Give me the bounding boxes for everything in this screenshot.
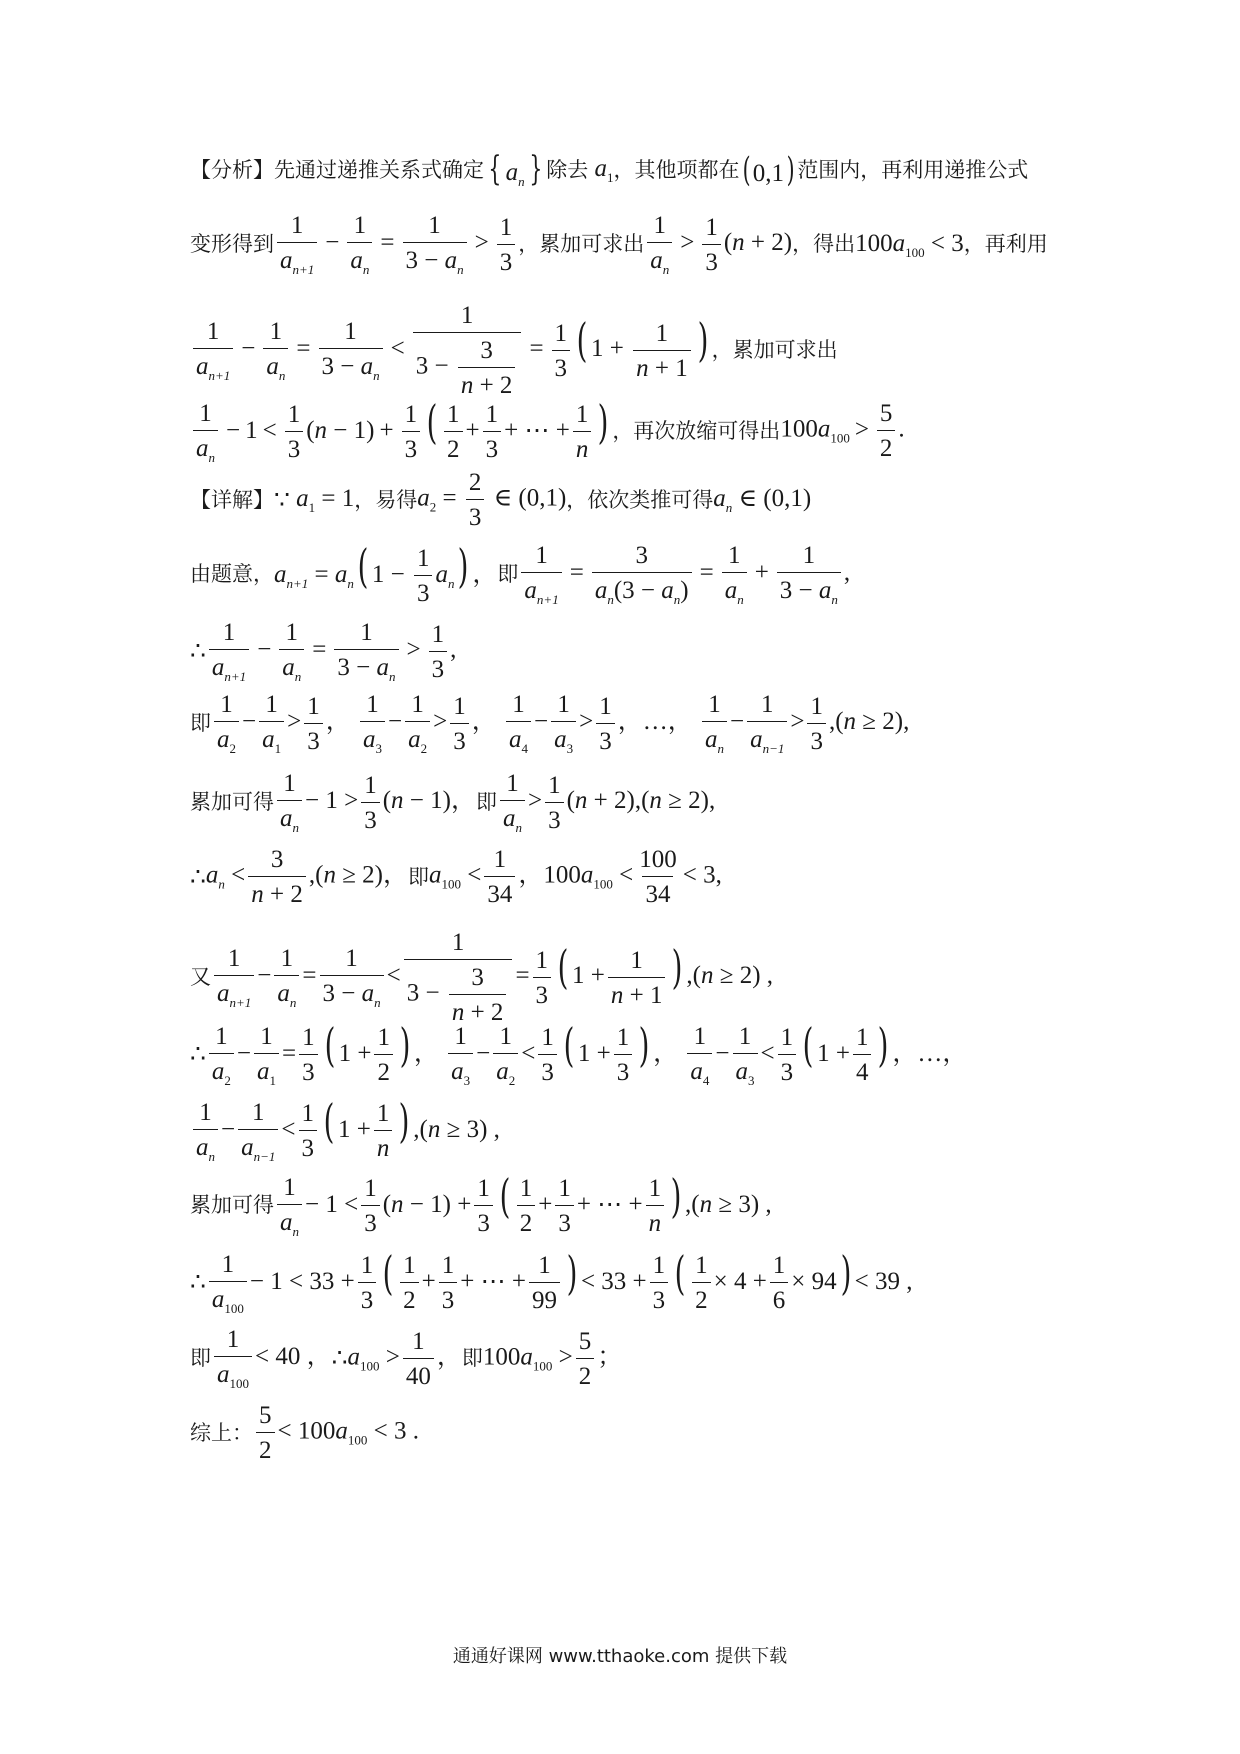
- therefore-symbol: ∴: [190, 863, 206, 891]
- analysis-text: ，累加可求出: [711, 338, 838, 362]
- analysis-label: 【分析】: [190, 157, 274, 182]
- detail-line-6: [190, 847, 1090, 907]
- math-expression: $a_1 = 1$: [296, 485, 355, 515]
- detail-line-4: [190, 692, 1090, 755]
- detail-line-12: [190, 1327, 1090, 1390]
- detail-text: 又: [190, 965, 211, 989]
- detail-line-11: [190, 1246, 1090, 1316]
- math-expression: ( 0,1): [742, 150, 795, 190]
- therefore-symbol: ∴: [190, 638, 206, 665]
- analysis-text: ，得出: [792, 232, 856, 256]
- math-expression: $a_1$: [594, 155, 614, 185]
- detail-line-8: [190, 1018, 1090, 1088]
- therefore-symbol: ∴: [190, 1040, 206, 1068]
- detail-line-2: [190, 539, 1090, 608]
- detail-text: 综上：: [190, 1420, 253, 1445]
- therefore-symbol: ∴: [190, 1268, 206, 1296]
- math-expression: $\frac{1}{a_2}$ − $\frac{1}{a_1}$ = $\frac{1}{3}$ ( 1 + $\frac{1}{2}$ ) ， $\frac{1}{a_3}$ − $\frac{1}{a_2}$ < $\frac{1}{3}$ ( 1 + $\frac{1}{3}$ ) ， $\frac{1}{a_4}$ − $\frac{1}{a_3}$ < $\frac{1}{3}$ ( 1 + $\frac{1}{4}$ ) ，…，: [206, 1022, 968, 1087]
- math-expression: $a_n$ ∈ (0,1): [713, 485, 812, 515]
- detail-text: 累加可得: [190, 790, 274, 814]
- math-expression: { $a_n$ }: [488, 149, 542, 189]
- math-expression: $\frac{1}{a_{100}}$ < 40 ，: [211, 1327, 332, 1390]
- detail-text: 累加可得: [190, 1192, 274, 1217]
- math-expression: $a_{n+1} = a_n$( 1 − $\frac{1}{3}$ $a_n$) ，: [274, 539, 498, 608]
- analysis-text: 范围内，再利用递推公式: [797, 157, 1029, 182]
- detail-label: 【详解】: [190, 487, 274, 512]
- detail-line-1: [190, 470, 1090, 530]
- math-expression: $\frac{1}{a_{100}}$ − 1 < 33 + $\frac{1}{3}$ ( $\frac{1}{2}$ + $\frac{1}{3}$ + ⋯ + $\frac{1}{99}$ ) < 33 + $\frac{1}{3}$ ( $\frac{1}{2}$ × 4 + $\frac{1}{6}$ × 94) < 39 ,: [206, 1250, 913, 1315]
- math-expression: $100a_{100}$ > $\frac{5}{2}$ .: [780, 400, 905, 463]
- detail-line-9: [190, 1094, 1090, 1164]
- math-expression: $a_2$ = $\frac{2}{3}$ ∈ (0,1): [417, 469, 567, 531]
- because-symbol: ∵: [274, 486, 290, 514]
- math-expression: $\frac{1}{a_n}$ − $\frac{1}{a_{n-1}}$ < $\frac{1}{3}$ ( 1 + $\frac{1}{n}$ ) ,(n ≥ 3) ,: [190, 1098, 500, 1163]
- analysis-line-1: [190, 149, 1090, 190]
- math-expression: $\frac{1}{a_{n+1}}$ − $\frac{1}{a_n}$ = $\frac{1}{3 - a_n}$ > $\frac{1}{3}$ ,: [206, 620, 456, 683]
- math-expression: $a_{100}$ > $\frac{1}{40}$ ，: [347, 1327, 462, 1390]
- math-expression: $a_{100}$ < $\frac{1}{34}$ ，$100a_{100}$ < $\frac{100}{34}$ < 3,: [429, 846, 722, 908]
- math-expression: $\frac{1}{a_{n+1}}$ = $\frac{3}{a_n(3 - a_n)}$ = $\frac{1}{a_n}$ + $\frac{1}{3 - a_n}$ ,: [518, 543, 850, 606]
- detail-text: ，易得: [354, 487, 418, 512]
- detail-text: 由题意，: [190, 562, 274, 587]
- analysis-line-2: [190, 213, 1090, 276]
- math-expression: $\frac{1}{a_{n+1}}$ − $\frac{1}{a_n}$ = $\frac{1}{3 - a_n}$ < 1 3 − $\frac{3}{n + 2}$ = $\frac{1}{3}$ ( 1 + $\frac{1}{n + 1}$ ) ,(n ≥ 2) ,: [211, 930, 773, 1025]
- therefore-symbol: ∴: [331, 1345, 348, 1372]
- detail-text: ，依次类推可得: [566, 487, 714, 512]
- analysis-text: ，其他项都在: [613, 157, 740, 182]
- analysis-text: 变形得到: [190, 232, 274, 256]
- math-expression: $\frac{5}{2}$ < $100a_{100} < 3$ .: [253, 1403, 419, 1463]
- footer-text: 通通好课网 www.tthaoke.com 提供下载: [452, 1646, 788, 1667]
- analysis-text: ，累加可求出: [518, 232, 645, 256]
- detail-text: 即: [497, 562, 519, 587]
- math-expression: $\frac{1}{a_{n+1}}$ − $\frac{1}{a_n}$ = $\frac{1}{3 - a_n}$ < 1 3 − $\frac{3}{n + 2}$ = $\frac{1}{3}$ ( 1 + $\frac{1}{n + 1}$ ): [190, 303, 712, 398]
- analysis-text: 先通过递推关系式确定: [274, 157, 484, 182]
- detail-line-10: [190, 1169, 1090, 1239]
- math-expression: $a_n$ < $\frac{3}{n + 2}$ ,(n ≥ 2)，: [205, 846, 408, 908]
- math-expression: $100a_{100}$ > $\frac{5}{2}$ ；: [482, 1327, 623, 1390]
- math-expression: $\frac{1}{a_n}$ > $\frac{1}{3}$ (n + 2),(n ≥ 2),: [497, 771, 715, 834]
- detail-text: 即: [461, 1346, 483, 1370]
- detail-line-13: [190, 1403, 1090, 1463]
- math-expression: $\frac{1}{a_n}$ − 1 < $\frac{1}{3}$ (n − 1) + $\frac{1}{3}$ ( $\frac{1}{2}$ + $\frac{1}{3}$ + ⋯ + $\frac{1}{n}$ ): [190, 399, 612, 464]
- math-expression: $\frac{1}{a_n}$ − 1 < $\frac{1}{3}$ (n − 1) + $\frac{1}{3}$ ( $\frac{1}{2}$ + $\frac{1}{3}$ + ⋯ + $\frac{1}{n}$ ) ,(n ≥ 3) ,: [274, 1173, 772, 1238]
- analysis-text: 除去: [546, 157, 589, 182]
- detail-line-7: [190, 930, 1090, 1025]
- analysis-line-3: [190, 303, 1090, 398]
- detail-text: 即: [190, 1346, 211, 1370]
- math-expression: $\frac{1}{a_n}$ − 1 > $\frac{1}{3}$ (n − 1)，: [274, 771, 476, 834]
- math-expression: $100a_{100} < 3$: [855, 229, 964, 260]
- analysis-line-4: [190, 395, 1090, 465]
- analysis-text: ，再次放缩可得出: [612, 418, 781, 443]
- analysis-text: ，再利用: [963, 232, 1048, 256]
- detail-text: 即: [190, 711, 211, 735]
- math-expression: $\frac{1}{a_2}$ − $\frac{1}{a_1}$ > $\frac{1}{3}$ ， $\frac{1}{a_3}$ − $\frac{1}{a_2}$ > $\frac{1}{3}$ ， $\frac{1}{a_4}$ − $\frac{1}{a_3}$ > $\frac{1}{3}$ ，…， $\frac{1}{a_n}$ − $\frac{1}{a_{n-1}}$ > $\frac{1}{3}$ ,(n ≥ 2),: [211, 692, 909, 755]
- detail-line-5: [190, 771, 1090, 834]
- math-expression: $\frac{1}{a_n}$ > $\frac{1}{3}$ (n + 2): [644, 213, 792, 276]
- detail-text: 即: [408, 864, 429, 889]
- detail-line-3: [190, 620, 1090, 683]
- detail-text: 即: [475, 790, 497, 814]
- math-expression: $\frac{1}{a_{n+1}}$ − $\frac{1}{a_n}$ = $\frac{1}{3 - a_n}$ > $\frac{1}{3}$: [274, 213, 518, 276]
